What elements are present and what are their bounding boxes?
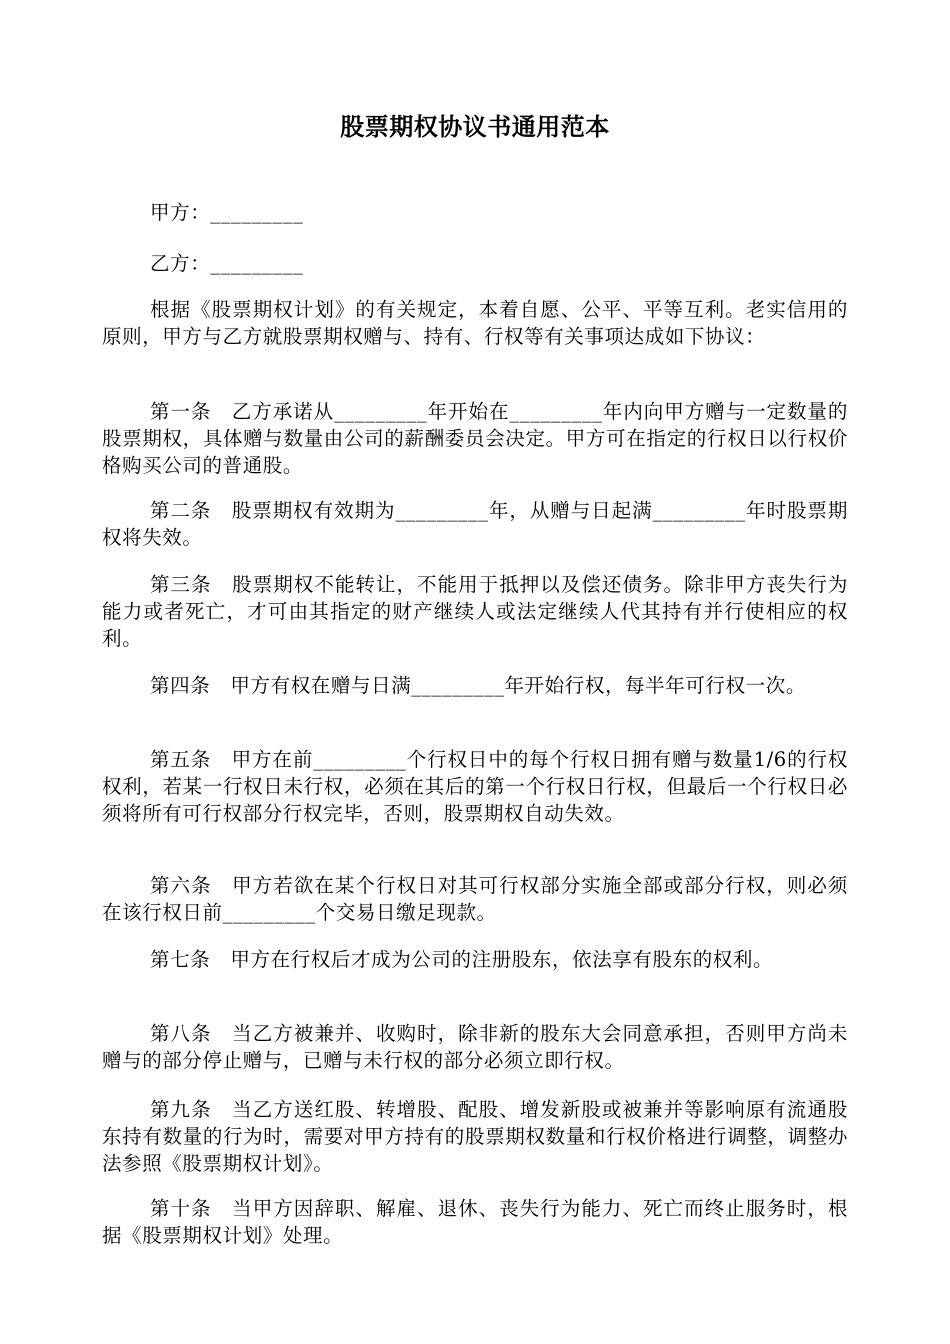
article-6-paragraph: 第六条 甲方若欲在某个行权日对其可行权部分实施全部或部分行权，则必须在该行权日前_________个交易日缴足现款。: [102, 874, 848, 924]
party-b-line: 乙方：_________: [150, 252, 304, 275]
article-1-paragraph: 第一条 乙方承诺从_________年开始在_________年内向甲方赠与一定数量的股票期权，具体赠与数量由公司的薪酬委员会决定。甲方可在指定的行权日以行权价格购买公司的普通股。: [102, 400, 848, 477]
article-9-paragraph: 第九条 当乙方送红股、转增股、配股、增发新股或被兼并等影响原有流通股东持有数量的行为时，需要对甲方持有的股票期权数量和行权价格进行调整，调整办法参照《股票期权计划》。: [102, 1098, 848, 1175]
article-2-paragraph: 第二条 股票期权有效期为_________年，从赠与日起满_________年时股票期权将失效。: [102, 499, 848, 549]
article-8-paragraph: 第八条 当乙方被兼并、收购时，除非新的股东大会同意承担，否则甲方尚未赠与的部分停止赠与，已赠与未行权的部分必须立即行权。: [102, 1022, 848, 1072]
article-3-paragraph: 第三条 股票期权不能转让，不能用于抵押以及偿还债务。除非甲方丧失行为能力或者死亡，才可由其指定的财产继续人或法定继续人代其持有并行使相应的权利。: [102, 573, 848, 650]
article-7-paragraph: 第七条 甲方在行权后才成为公司的注册股东，依法享有股东的权利。: [150, 948, 774, 971]
article-4-paragraph: 第四条 甲方有权在赠与日满_________年开始行权，每半年可行权一次。: [150, 674, 806, 697]
document-title: 股票期权协议书通用范本: [340, 113, 610, 141]
preamble-paragraph: 根据《股票期权计划》的有关规定，本着自愿、公平、平等互利。老实信用的原则，甲方与乙方就股票期权赠与、持有、行权等有关事项达成如下协议：: [102, 298, 848, 348]
article-5-paragraph: 第五条 甲方在前_________个行权日中的每个行权日拥有赠与数量1/6的行权权利，若某一行权日未行权，必须在其后的第一个行权日行权，但最后一个行权日必须将所有可行权部分行权完毕，否则，股票期权自动失效。: [102, 748, 848, 825]
article-10-paragraph: 第十条 当甲方因辞职、解雇、退休、丧失行为能力、死亡而终止服务时，根据《股票期权计划》处理。: [102, 1197, 848, 1247]
party-a-line: 甲方：_________: [150, 201, 304, 224]
